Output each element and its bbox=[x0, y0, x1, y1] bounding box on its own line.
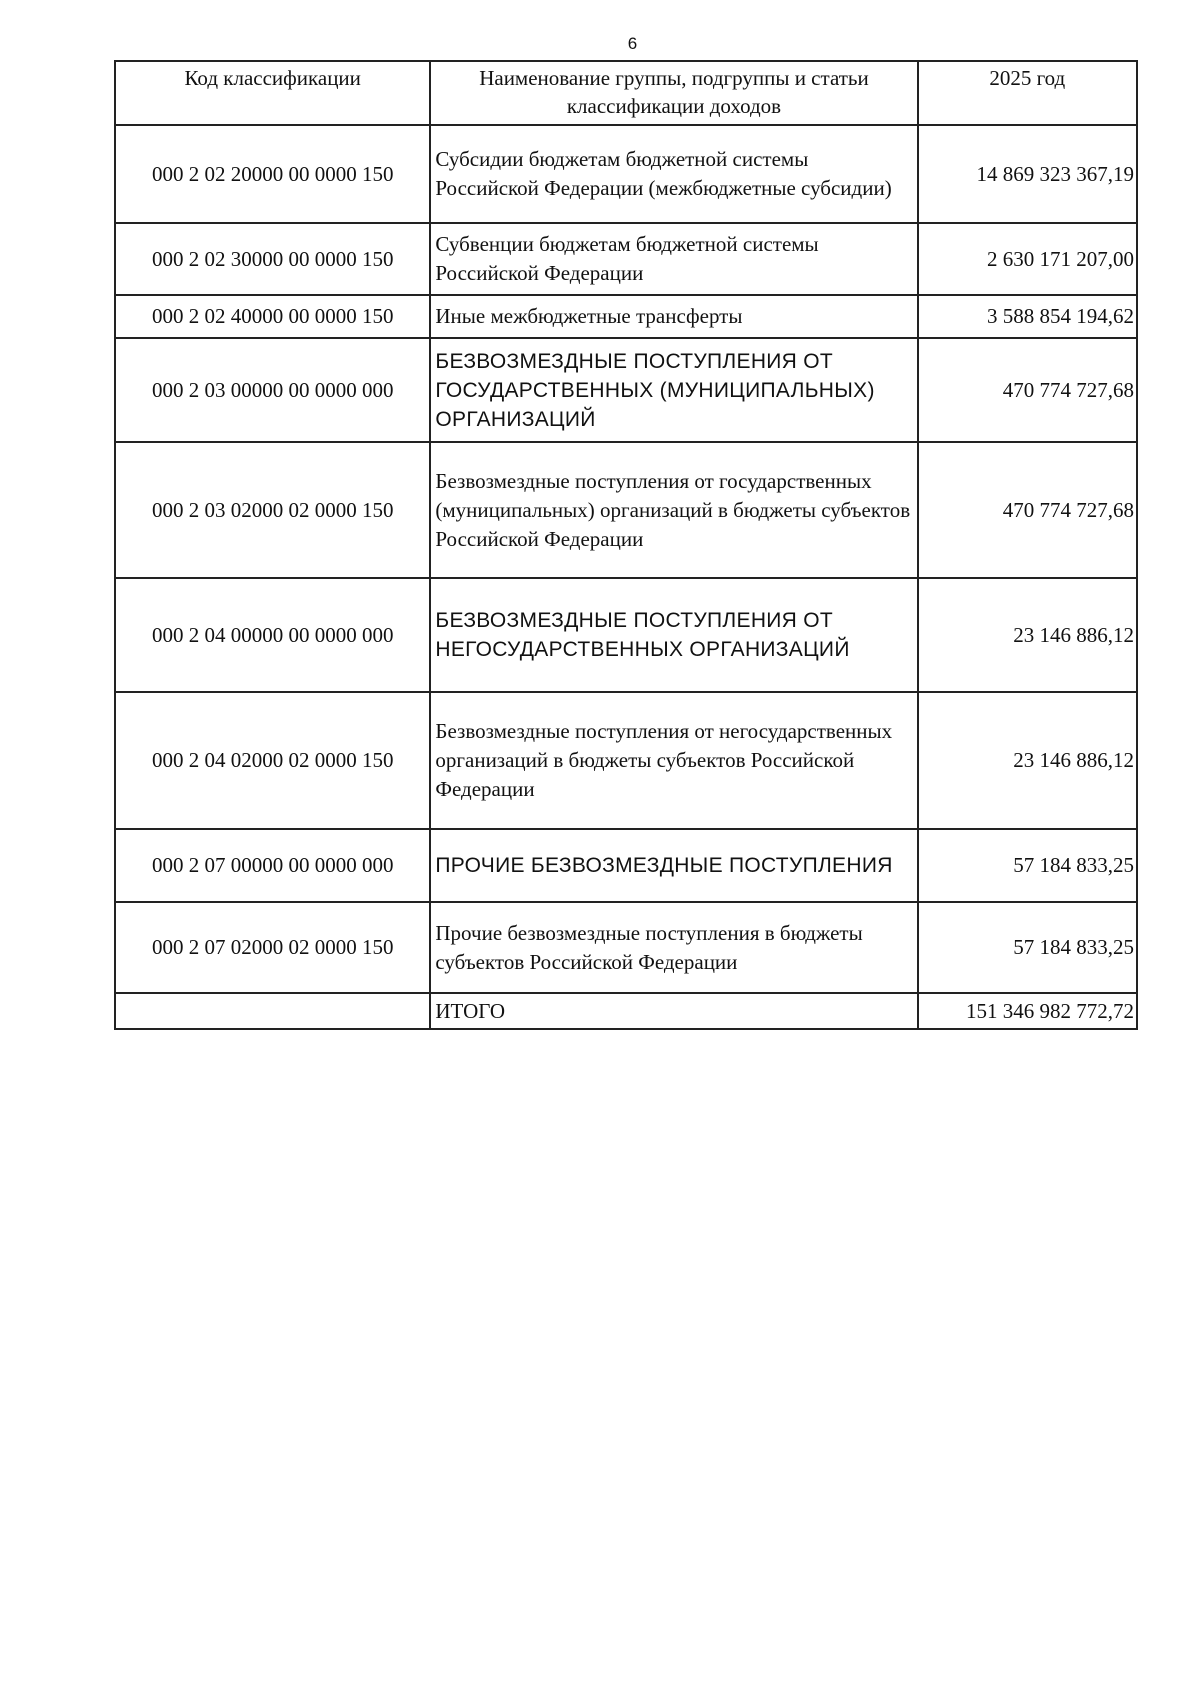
table-row bbox=[115, 829, 1137, 902]
table-row bbox=[115, 295, 1137, 338]
revenue-table bbox=[114, 60, 1138, 1030]
table-row bbox=[115, 902, 1137, 993]
total-amount: 151 346 982 772,72 bbox=[918, 993, 1137, 1029]
row-name: Субвенции бюджетам бюджетной системы Российской Федерации bbox=[430, 223, 917, 295]
row-name: БЕЗВОЗМЕЗДНЫЕ ПОСТУПЛЕНИЯ ОТ НЕГОСУДАРСТВЕННЫХ ОРГАНИЗАЦИЙ bbox=[430, 578, 917, 692]
total-code bbox=[115, 993, 430, 1029]
row-code: 000 2 04 02000 02 0000 150 bbox=[115, 692, 430, 829]
table-row bbox=[115, 442, 1137, 578]
row-code: 000 2 02 20000 00 0000 150 bbox=[115, 125, 430, 223]
header-row bbox=[115, 61, 1137, 125]
row-code: 000 2 02 40000 00 0000 150 bbox=[115, 295, 430, 338]
row-amount: 470 774 727,68 bbox=[918, 338, 1137, 442]
table-row bbox=[115, 223, 1137, 295]
table-row bbox=[115, 338, 1137, 442]
header-name: Наименование группы, подгруппы и статьи классификации доходов bbox=[430, 61, 917, 125]
row-name: Безвозмездные поступления от негосударственных организаций в бюджеты субъектов Российской Федерации bbox=[430, 692, 917, 829]
header-year: 2025 год bbox=[918, 61, 1137, 125]
total-label: ИТОГО bbox=[430, 993, 917, 1029]
row-code: 000 2 07 02000 02 0000 150 bbox=[115, 902, 430, 993]
row-name: Прочие безвозмездные поступления в бюджеты субъектов Российской Федерации bbox=[430, 902, 917, 993]
row-amount: 3 588 854 194,62 bbox=[918, 295, 1137, 338]
row-amount: 57 184 833,25 bbox=[918, 902, 1137, 993]
row-name: Субсидии бюджетам бюджетной системы Российской Федерации (межбюджетные субсидии) bbox=[430, 125, 917, 223]
table-row bbox=[115, 125, 1137, 223]
row-amount: 23 146 886,12 bbox=[918, 692, 1137, 829]
table-row bbox=[115, 578, 1137, 692]
page-number: 6 bbox=[627, 34, 638, 53]
row-code: 000 2 02 30000 00 0000 150 bbox=[115, 223, 430, 295]
row-name: Иные межбюджетные трансферты bbox=[430, 295, 917, 338]
row-name: БЕЗВОЗМЕЗДНЫЕ ПОСТУПЛЕНИЯ ОТ ГОСУДАРСТВЕННЫХ (МУНИЦИПАЛЬНЫХ) ОРГАНИЗАЦИЙ bbox=[430, 338, 917, 442]
row-amount: 470 774 727,68 bbox=[918, 442, 1137, 578]
row-code: 000 2 04 00000 00 0000 000 bbox=[115, 578, 430, 692]
total-row bbox=[115, 993, 1137, 1029]
row-amount: 23 146 886,12 bbox=[918, 578, 1137, 692]
row-amount: 2 630 171 207,00 bbox=[918, 223, 1137, 295]
row-amount: 57 184 833,25 bbox=[918, 829, 1137, 902]
row-code: 000 2 03 00000 00 0000 000 bbox=[115, 338, 430, 442]
header-code: Код классификации bbox=[115, 61, 430, 125]
row-code: 000 2 03 02000 02 0000 150 bbox=[115, 442, 430, 578]
row-name: ПРОЧИЕ БЕЗВОЗМЕЗДНЫЕ ПОСТУПЛЕНИЯ bbox=[430, 829, 917, 902]
row-code: 000 2 07 00000 00 0000 000 bbox=[115, 829, 430, 902]
table-row bbox=[115, 692, 1137, 829]
row-amount: 14 869 323 367,19 bbox=[918, 125, 1137, 223]
row-name: Безвозмездные поступления от государственных (муниципальных) организаций в бюджеты субъектов Российской Федерации bbox=[430, 442, 917, 578]
